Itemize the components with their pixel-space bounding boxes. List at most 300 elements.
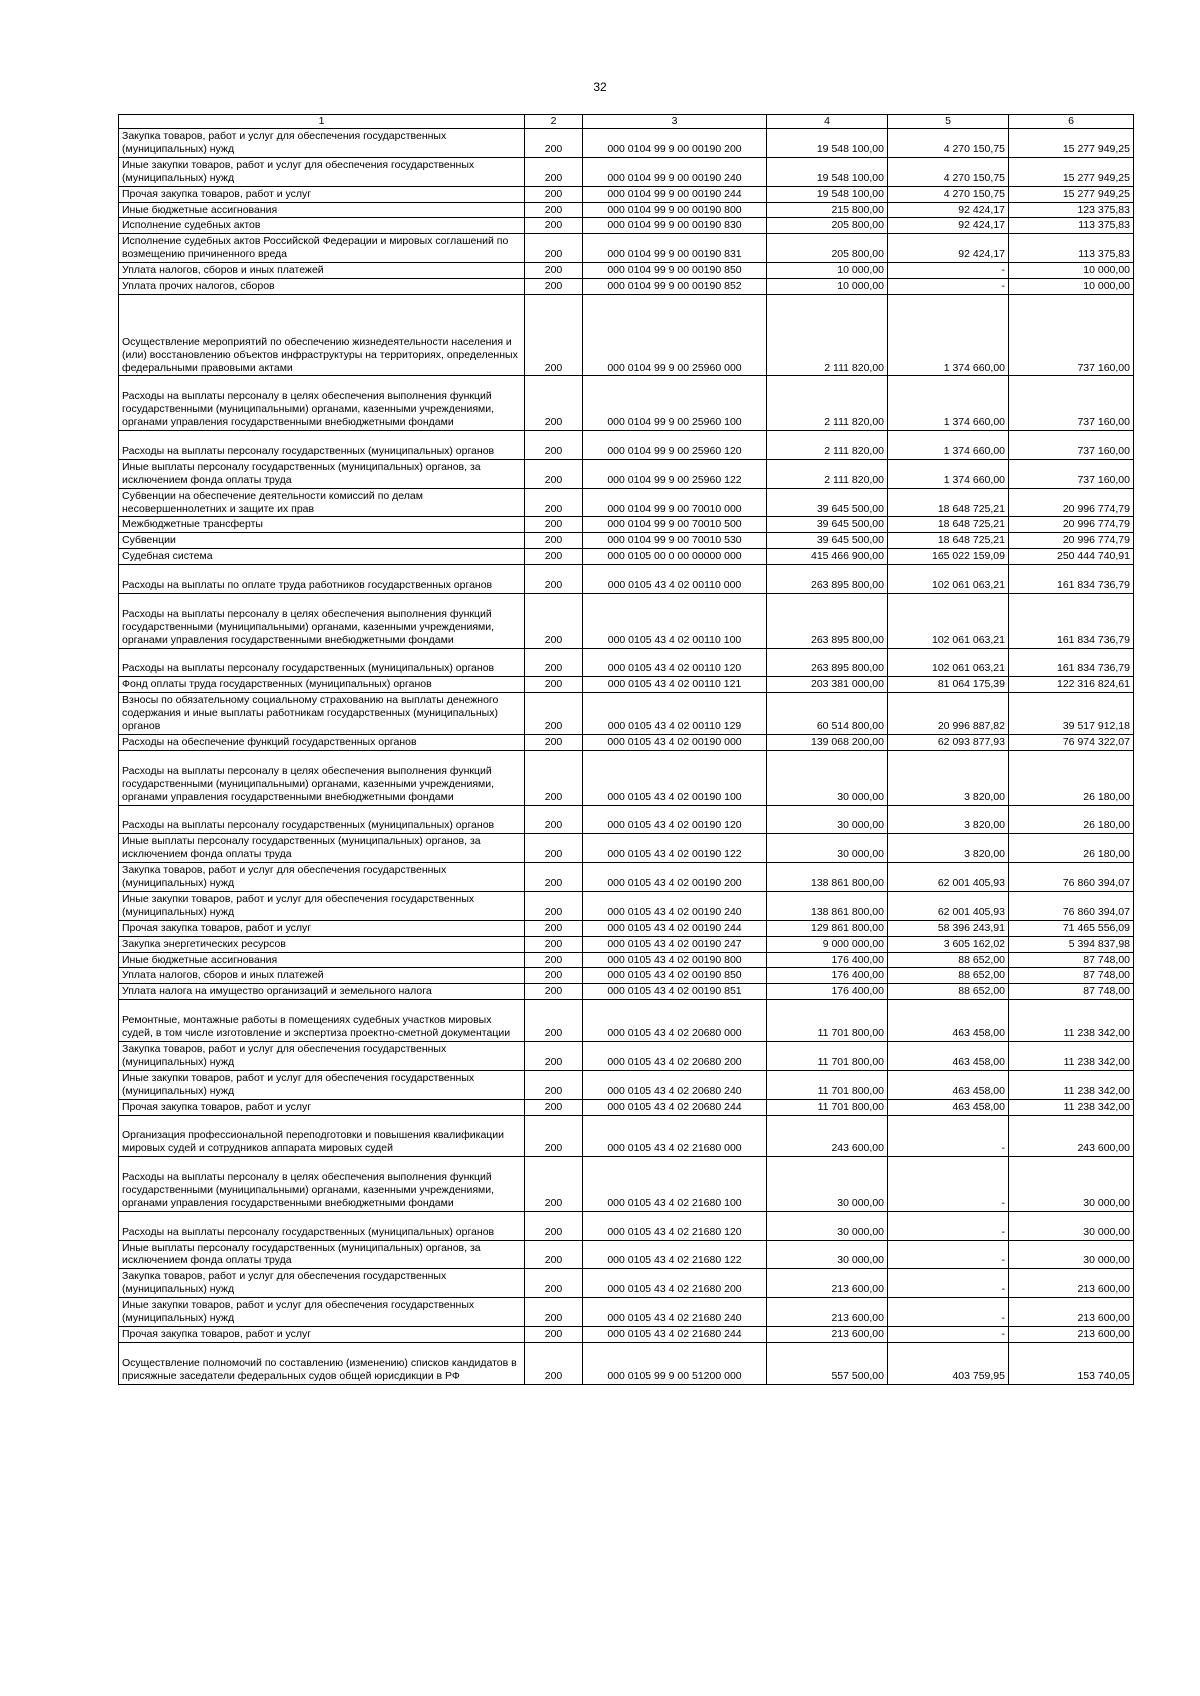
row-line-code: 200 — [525, 1269, 583, 1298]
row-line-code: 200 — [525, 1041, 583, 1070]
row-unexecuted-amount: 161 834 736,79 — [1009, 648, 1134, 677]
row-unexecuted-amount: 113 375,83 — [1009, 218, 1134, 234]
row-approved-amount: 11 701 800,00 — [767, 1000, 888, 1042]
row-budget-code: 000 0104 99 9 00 25960 000 — [583, 294, 767, 376]
table-row — [119, 1070, 1134, 1099]
row-name: Иные выплаты персоналу государственных (муниципальных) органов, за исключением фонда оплаты труда — [119, 834, 525, 863]
row-approved-amount: 2 111 820,00 — [767, 294, 888, 376]
row-budget-code: 000 0105 43 4 02 21680 244 — [583, 1327, 767, 1343]
row-line-code: 200 — [525, 1211, 583, 1240]
row-unexecuted-amount: 123 375,83 — [1009, 202, 1134, 218]
row-budget-code: 000 0105 43 4 02 00110 121 — [583, 677, 767, 693]
row-approved-amount: 139 068 200,00 — [767, 735, 888, 751]
row-executed-amount: 18 648 725,21 — [888, 533, 1009, 549]
row-name: Взносы по обязательному социальному страхованию на выплаты денежного содержания и иные выплаты работникам государственных (муниципальных) органов — [119, 693, 525, 735]
row-approved-amount: 557 500,00 — [767, 1342, 888, 1384]
table-row — [119, 517, 1134, 533]
row-approved-amount: 30 000,00 — [767, 805, 888, 834]
row-unexecuted-amount: 87 748,00 — [1009, 968, 1134, 984]
table-row — [119, 186, 1134, 202]
row-line-code: 200 — [525, 517, 583, 533]
row-budget-code: 000 0105 43 4 02 00110 120 — [583, 648, 767, 677]
row-name: Организация профессиональной переподготовки и повышения квалификации мировых судей и сотрудников аппарата мировых судей — [119, 1115, 525, 1157]
row-unexecuted-amount: 76 860 394,07 — [1009, 891, 1134, 920]
row-unexecuted-amount: 11 238 342,00 — [1009, 1000, 1134, 1042]
row-line-code: 200 — [525, 202, 583, 218]
row-budget-code: 000 0105 43 4 02 00110 129 — [583, 693, 767, 735]
table-row — [119, 202, 1134, 218]
row-name: Прочая закупка товаров, работ и услуг — [119, 1327, 525, 1343]
row-approved-amount: 11 701 800,00 — [767, 1070, 888, 1099]
row-line-code: 200 — [525, 186, 583, 202]
row-approved-amount: 2 111 820,00 — [767, 431, 888, 460]
table-header-row — [119, 115, 1134, 129]
row-line-code: 200 — [525, 750, 583, 805]
row-unexecuted-amount: 5 394 837,98 — [1009, 936, 1134, 952]
row-unexecuted-amount: 11 238 342,00 — [1009, 1070, 1134, 1099]
row-name: Исполнение судебных актов — [119, 218, 525, 234]
row-unexecuted-amount: 10 000,00 — [1009, 263, 1134, 279]
row-approved-amount: 30 000,00 — [767, 750, 888, 805]
table-row — [119, 920, 1134, 936]
table-row — [119, 735, 1134, 751]
row-name: Расходы на обеспечение функций государственных органов — [119, 735, 525, 751]
row-name: Расходы на выплаты персоналу в целях обеспечения выполнения функций государственными (муниципальными) органами, казенными учреждениями, органами управления государственными внебюджетными фондами — [119, 1157, 525, 1212]
row-name: Осуществление полномочий по составлению (изменению) списков кандидатов в присяжные заседатели федеральных судов общей юрисдикции в РФ — [119, 1342, 525, 1384]
table-row — [119, 1269, 1134, 1298]
row-executed-amount: - — [888, 263, 1009, 279]
row-executed-amount: 92 424,17 — [888, 234, 1009, 263]
table-row — [119, 594, 1134, 649]
column-header: 6 — [1009, 115, 1134, 129]
row-name: Иные закупки товаров, работ и услуг для обеспечения государственных (муниципальных) нужд — [119, 891, 525, 920]
row-executed-amount: 81 064 175,39 — [888, 677, 1009, 693]
row-name: Иные бюджетные ассигнования — [119, 202, 525, 218]
table-row — [119, 863, 1134, 892]
row-approved-amount: 213 600,00 — [767, 1298, 888, 1327]
row-name: Фонд оплаты труда государственных (муниципальных) органов — [119, 677, 525, 693]
row-budget-code: 000 0105 99 9 00 51200 000 — [583, 1342, 767, 1384]
row-executed-amount: 92 424,17 — [888, 218, 1009, 234]
row-name: Расходы на выплаты персоналу государственных (муниципальных) органов — [119, 648, 525, 677]
table-row — [119, 750, 1134, 805]
row-executed-amount: - — [888, 1211, 1009, 1240]
row-approved-amount: 2 111 820,00 — [767, 459, 888, 488]
row-name: Расходы на выплаты персоналу государственных (муниципальных) органов — [119, 1211, 525, 1240]
table-row — [119, 488, 1134, 517]
row-unexecuted-amount: 113 375,83 — [1009, 234, 1134, 263]
table-row — [119, 693, 1134, 735]
row-budget-code: 000 0105 43 4 02 21680 240 — [583, 1298, 767, 1327]
row-executed-amount: 18 648 725,21 — [888, 488, 1009, 517]
row-line-code: 200 — [525, 263, 583, 279]
table-row — [119, 565, 1134, 594]
row-executed-amount: 18 648 725,21 — [888, 517, 1009, 533]
row-executed-amount: 4 270 150,75 — [888, 186, 1009, 202]
row-approved-amount: 2 111 820,00 — [767, 376, 888, 431]
row-budget-code: 000 0105 43 4 02 00190 800 — [583, 952, 767, 968]
table-row — [119, 1000, 1134, 1042]
row-name: Иные закупки товаров, работ и услуг для обеспечения государственных (муниципальных) нужд — [119, 1070, 525, 1099]
row-budget-code: 000 0104 99 9 00 00190 244 — [583, 186, 767, 202]
row-line-code: 200 — [525, 1070, 583, 1099]
row-unexecuted-amount: 20 996 774,79 — [1009, 488, 1134, 517]
row-line-code: 200 — [525, 648, 583, 677]
row-line-code: 200 — [525, 891, 583, 920]
row-name: Прочая закупка товаров, работ и услуг — [119, 920, 525, 936]
row-line-code: 200 — [525, 376, 583, 431]
row-unexecuted-amount: 11 238 342,00 — [1009, 1041, 1134, 1070]
table-row — [119, 805, 1134, 834]
table-row — [119, 891, 1134, 920]
row-budget-code: 000 0104 99 9 00 00190 852 — [583, 279, 767, 295]
row-name: Расходы на выплаты персоналу в целях обеспечения выполнения функций государственными (муниципальными) органами, казенными учреждениями, органами управления государственными внебюджетными фондами — [119, 750, 525, 805]
row-name: Ремонтные, монтажные работы в помещениях судебных участков мировых судей, в том числе изготовление и экспертиза проектно-сметной документации — [119, 1000, 525, 1042]
row-name: Иные выплаты персоналу государственных (муниципальных) органов, за исключением фонда оплаты труда — [119, 459, 525, 488]
row-approved-amount: 11 701 800,00 — [767, 1041, 888, 1070]
table-row — [119, 834, 1134, 863]
row-unexecuted-amount: 26 180,00 — [1009, 805, 1134, 834]
row-budget-code: 000 0105 43 4 02 00190 200 — [583, 863, 767, 892]
row-approved-amount: 30 000,00 — [767, 1157, 888, 1212]
row-executed-amount: 3 820,00 — [888, 805, 1009, 834]
row-name: Уплата налога на имущество организаций и земельного налога — [119, 984, 525, 1000]
row-executed-amount: - — [888, 1327, 1009, 1343]
table-row — [119, 218, 1134, 234]
row-unexecuted-amount: 243 600,00 — [1009, 1115, 1134, 1157]
row-line-code: 200 — [525, 1157, 583, 1212]
table-row — [119, 648, 1134, 677]
column-header: 3 — [583, 115, 767, 129]
row-approved-amount: 11 701 800,00 — [767, 1099, 888, 1115]
row-executed-amount: 88 652,00 — [888, 984, 1009, 1000]
row-executed-amount: 1 374 660,00 — [888, 294, 1009, 376]
row-approved-amount: 205 800,00 — [767, 218, 888, 234]
row-unexecuted-amount: 76 860 394,07 — [1009, 863, 1134, 892]
row-approved-amount: 19 548 100,00 — [767, 186, 888, 202]
row-executed-amount: 463 458,00 — [888, 1041, 1009, 1070]
row-unexecuted-amount: 161 834 736,79 — [1009, 565, 1134, 594]
row-approved-amount: 129 861 800,00 — [767, 920, 888, 936]
row-budget-code: 000 0105 43 4 02 20680 000 — [583, 1000, 767, 1042]
row-name: Субвенции на обеспечение деятельности комиссий по делам несовершеннолетних и защите их прав — [119, 488, 525, 517]
row-approved-amount: 19 548 100,00 — [767, 157, 888, 186]
row-line-code: 200 — [525, 805, 583, 834]
row-line-code: 200 — [525, 294, 583, 376]
row-budget-code: 000 0104 99 9 00 00190 800 — [583, 202, 767, 218]
row-budget-code: 000 0105 43 4 02 21680 120 — [583, 1211, 767, 1240]
row-name: Судебная система — [119, 549, 525, 565]
row-line-code: 200 — [525, 129, 583, 158]
row-approved-amount: 60 514 800,00 — [767, 693, 888, 735]
row-line-code: 200 — [525, 1298, 583, 1327]
row-line-code: 200 — [525, 834, 583, 863]
row-name: Расходы на выплаты персоналу государственных (муниципальных) органов — [119, 805, 525, 834]
row-line-code: 200 — [525, 157, 583, 186]
row-budget-code: 000 0105 43 4 02 00110 000 — [583, 565, 767, 594]
table-row — [119, 1115, 1134, 1157]
row-line-code: 200 — [525, 952, 583, 968]
column-header: 4 — [767, 115, 888, 129]
table-row — [119, 1099, 1134, 1115]
row-executed-amount: 463 458,00 — [888, 1070, 1009, 1099]
row-line-code: 200 — [525, 1342, 583, 1384]
row-name: Уплата налогов, сборов и иных платежей — [119, 263, 525, 279]
row-budget-code: 000 0104 99 9 00 70010 500 — [583, 517, 767, 533]
row-budget-code: 000 0105 43 4 02 00190 240 — [583, 891, 767, 920]
row-budget-code: 000 0105 43 4 02 00190 120 — [583, 805, 767, 834]
row-approved-amount: 205 800,00 — [767, 234, 888, 263]
row-executed-amount: 102 061 063,21 — [888, 594, 1009, 649]
page-number: 32 — [593, 80, 607, 94]
row-unexecuted-amount: 213 600,00 — [1009, 1269, 1134, 1298]
row-line-code: 200 — [525, 735, 583, 751]
row-name: Межбюджетные трансферты — [119, 517, 525, 533]
row-name: Уплата налогов, сборов и иных платежей — [119, 968, 525, 984]
row-executed-amount: 102 061 063,21 — [888, 648, 1009, 677]
row-executed-amount: 62 093 877,93 — [888, 735, 1009, 751]
row-unexecuted-amount: 30 000,00 — [1009, 1157, 1134, 1212]
table-row — [119, 263, 1134, 279]
row-executed-amount: 463 458,00 — [888, 1099, 1009, 1115]
row-unexecuted-amount: 161 834 736,79 — [1009, 594, 1134, 649]
row-executed-amount: 463 458,00 — [888, 1000, 1009, 1042]
row-approved-amount: 39 645 500,00 — [767, 517, 888, 533]
row-budget-code: 000 0105 43 4 02 00190 100 — [583, 750, 767, 805]
row-budget-code: 000 0105 00 0 00 00000 000 — [583, 549, 767, 565]
row-name: Иные закупки товаров, работ и услуг для обеспечения государственных (муниципальных) нужд — [119, 1298, 525, 1327]
row-unexecuted-amount: 71 465 556,09 — [1009, 920, 1134, 936]
row-executed-amount: 62 001 405,93 — [888, 891, 1009, 920]
row-executed-amount: - — [888, 1115, 1009, 1157]
table-row — [119, 968, 1134, 984]
row-approved-amount: 176 400,00 — [767, 952, 888, 968]
row-line-code: 200 — [525, 565, 583, 594]
row-unexecuted-amount: 10 000,00 — [1009, 279, 1134, 295]
row-budget-code: 000 0105 43 4 02 00110 100 — [583, 594, 767, 649]
table-row — [119, 129, 1134, 158]
row-name: Закупка товаров, работ и услуг для обеспечения государственных (муниципальных) нужд — [119, 1041, 525, 1070]
row-executed-amount: 1 374 660,00 — [888, 459, 1009, 488]
row-name: Иные бюджетные ассигнования — [119, 952, 525, 968]
row-budget-code: 000 0104 99 9 00 00190 850 — [583, 263, 767, 279]
row-unexecuted-amount: 87 748,00 — [1009, 984, 1134, 1000]
row-executed-amount: 4 270 150,75 — [888, 129, 1009, 158]
table-row — [119, 1327, 1134, 1343]
row-executed-amount: 3 820,00 — [888, 834, 1009, 863]
row-name: Иные выплаты персоналу государственных (муниципальных) органов, за исключением фонда оплаты труда — [119, 1240, 525, 1269]
row-line-code: 200 — [525, 677, 583, 693]
row-unexecuted-amount: 250 444 740,91 — [1009, 549, 1134, 565]
row-unexecuted-amount: 30 000,00 — [1009, 1240, 1134, 1269]
row-approved-amount: 176 400,00 — [767, 984, 888, 1000]
row-executed-amount: - — [888, 279, 1009, 295]
row-approved-amount: 213 600,00 — [767, 1327, 888, 1343]
row-executed-amount: 165 022 159,09 — [888, 549, 1009, 565]
row-approved-amount: 39 645 500,00 — [767, 533, 888, 549]
row-executed-amount: 403 759,95 — [888, 1342, 1009, 1384]
row-name: Закупка товаров, работ и услуг для обеспечения государственных (муниципальных) нужд — [119, 129, 525, 158]
row-unexecuted-amount: 26 180,00 — [1009, 834, 1134, 863]
table-row — [119, 677, 1134, 693]
row-line-code: 200 — [525, 279, 583, 295]
table-row — [119, 431, 1134, 460]
row-line-code: 200 — [525, 863, 583, 892]
row-name: Закупка товаров, работ и услуг для обеспечения государственных (муниципальных) нужд — [119, 863, 525, 892]
row-budget-code: 000 0105 43 4 02 20680 244 — [583, 1099, 767, 1115]
row-approved-amount: 243 600,00 — [767, 1115, 888, 1157]
row-approved-amount: 263 895 800,00 — [767, 648, 888, 677]
row-executed-amount: 20 996 887,82 — [888, 693, 1009, 735]
column-header: 5 — [888, 115, 1009, 129]
row-line-code: 200 — [525, 234, 583, 263]
row-unexecuted-amount: 122 316 824,61 — [1009, 677, 1134, 693]
row-line-code: 200 — [525, 459, 583, 488]
row-approved-amount: 203 381 000,00 — [767, 677, 888, 693]
row-unexecuted-amount: 39 517 912,18 — [1009, 693, 1134, 735]
row-line-code: 200 — [525, 1115, 583, 1157]
row-approved-amount: 19 548 100,00 — [767, 129, 888, 158]
row-line-code: 200 — [525, 1000, 583, 1042]
row-approved-amount: 30 000,00 — [767, 1240, 888, 1269]
table-row — [119, 1157, 1134, 1212]
row-unexecuted-amount: 737 160,00 — [1009, 459, 1134, 488]
row-unexecuted-amount: 87 748,00 — [1009, 952, 1134, 968]
row-executed-amount: - — [888, 1298, 1009, 1327]
row-executed-amount: 3 820,00 — [888, 750, 1009, 805]
row-line-code: 200 — [525, 920, 583, 936]
row-line-code: 200 — [525, 1099, 583, 1115]
row-unexecuted-amount: 30 000,00 — [1009, 1211, 1134, 1240]
row-budget-code: 000 0105 43 4 02 00190 247 — [583, 936, 767, 952]
row-approved-amount: 138 861 800,00 — [767, 863, 888, 892]
row-line-code: 200 — [525, 936, 583, 952]
row-budget-code: 000 0104 99 9 00 25960 100 — [583, 376, 767, 431]
row-executed-amount: - — [888, 1157, 1009, 1212]
row-unexecuted-amount: 20 996 774,79 — [1009, 533, 1134, 549]
row-line-code: 200 — [525, 488, 583, 517]
table-row — [119, 376, 1134, 431]
row-budget-code: 000 0105 43 4 02 00190 122 — [583, 834, 767, 863]
row-name: Уплата прочих налогов, сборов — [119, 279, 525, 295]
table-row — [119, 1240, 1134, 1269]
row-approved-amount: 9 000 000,00 — [767, 936, 888, 952]
row-approved-amount: 213 600,00 — [767, 1269, 888, 1298]
row-line-code: 200 — [525, 594, 583, 649]
row-budget-code: 000 0105 43 4 02 21680 100 — [583, 1157, 767, 1212]
row-budget-code: 000 0104 99 9 00 00190 831 — [583, 234, 767, 263]
table-row — [119, 533, 1134, 549]
row-unexecuted-amount: 26 180,00 — [1009, 750, 1134, 805]
row-budget-code: 000 0105 43 4 02 00190 851 — [583, 984, 767, 1000]
row-executed-amount: - — [888, 1269, 1009, 1298]
row-approved-amount: 30 000,00 — [767, 1211, 888, 1240]
row-budget-code: 000 0104 99 9 00 70010 530 — [583, 533, 767, 549]
row-unexecuted-amount: 76 974 322,07 — [1009, 735, 1134, 751]
row-budget-code: 000 0105 43 4 02 00190 850 — [583, 968, 767, 984]
row-unexecuted-amount: 737 160,00 — [1009, 376, 1134, 431]
row-name: Расходы на выплаты персоналу в целях обеспечения выполнения функций государственными (муниципальными) органами, казенными учреждениями, органами управления государственными внебюджетными фондами — [119, 594, 525, 649]
row-unexecuted-amount: 20 996 774,79 — [1009, 517, 1134, 533]
table-row — [119, 294, 1134, 376]
row-name: Осуществление мероприятий по обеспечению жизнедеятельности населения и (или) восстановлению объектов инфраструктуры на территориях, определенных федеральными правовыми актами — [119, 294, 525, 376]
row-executed-amount: 58 396 243,91 — [888, 920, 1009, 936]
row-approved-amount: 263 895 800,00 — [767, 594, 888, 649]
row-budget-code: 000 0104 99 9 00 25960 120 — [583, 431, 767, 460]
row-line-code: 200 — [525, 533, 583, 549]
row-unexecuted-amount: 737 160,00 — [1009, 431, 1134, 460]
row-approved-amount: 10 000,00 — [767, 263, 888, 279]
row-approved-amount: 215 800,00 — [767, 202, 888, 218]
row-budget-code: 000 0104 99 9 00 00190 200 — [583, 129, 767, 158]
row-budget-code: 000 0104 99 9 00 70010 000 — [583, 488, 767, 517]
row-budget-code: 000 0105 43 4 02 20680 200 — [583, 1041, 767, 1070]
row-unexecuted-amount: 15 277 949,25 — [1009, 129, 1134, 158]
budget-table — [118, 114, 1134, 1385]
table-row — [119, 459, 1134, 488]
table-row — [119, 984, 1134, 1000]
row-executed-amount: - — [888, 1240, 1009, 1269]
row-executed-amount: 4 270 150,75 — [888, 157, 1009, 186]
row-approved-amount: 30 000,00 — [767, 834, 888, 863]
table-row — [119, 234, 1134, 263]
row-executed-amount: 1 374 660,00 — [888, 376, 1009, 431]
table-row — [119, 1211, 1134, 1240]
row-executed-amount: 102 061 063,21 — [888, 565, 1009, 594]
row-unexecuted-amount: 153 740,05 — [1009, 1342, 1134, 1384]
row-name: Субвенции — [119, 533, 525, 549]
row-unexecuted-amount: 213 600,00 — [1009, 1327, 1134, 1343]
row-unexecuted-amount: 15 277 949,25 — [1009, 186, 1134, 202]
table-row — [119, 936, 1134, 952]
row-unexecuted-amount: 213 600,00 — [1009, 1298, 1134, 1327]
row-line-code: 200 — [525, 1240, 583, 1269]
row-unexecuted-amount: 737 160,00 — [1009, 294, 1134, 376]
row-line-code: 200 — [525, 1327, 583, 1343]
row-executed-amount: 3 605 162,02 — [888, 936, 1009, 952]
table-row — [119, 952, 1134, 968]
row-line-code: 200 — [525, 693, 583, 735]
row-name: Прочая закупка товаров, работ и услуг — [119, 1099, 525, 1115]
column-header: 1 — [119, 115, 525, 129]
table-row — [119, 1041, 1134, 1070]
row-budget-code: 000 0105 43 4 02 20680 240 — [583, 1070, 767, 1099]
row-approved-amount: 10 000,00 — [767, 279, 888, 295]
row-name: Расходы на выплаты персоналу в целях обеспечения выполнения функций государственными (муниципальными) органами, казенными учреждениями, органами управления государственными внебюджетными фондами — [119, 376, 525, 431]
table-row — [119, 1298, 1134, 1327]
table-row — [119, 279, 1134, 295]
row-name: Расходы на выплаты по оплате труда работников государственных органов — [119, 565, 525, 594]
row-line-code: 200 — [525, 218, 583, 234]
row-budget-code: 000 0104 99 9 00 25960 122 — [583, 459, 767, 488]
row-line-code: 200 — [525, 968, 583, 984]
row-name: Прочая закупка товаров, работ и услуг — [119, 186, 525, 202]
row-name: Исполнение судебных актов Российской Федерации и мировых соглашений по возмещению причиненного вреда — [119, 234, 525, 263]
row-executed-amount: 1 374 660,00 — [888, 431, 1009, 460]
row-line-code: 200 — [525, 984, 583, 1000]
row-name: Иные закупки товаров, работ и услуг для обеспечения государственных (муниципальных) нужд — [119, 157, 525, 186]
row-line-code: 200 — [525, 431, 583, 460]
row-approved-amount: 415 466 900,00 — [767, 549, 888, 565]
row-approved-amount: 263 895 800,00 — [767, 565, 888, 594]
row-name: Закупка товаров, работ и услуг для обеспечения государственных (муниципальных) нужд — [119, 1269, 525, 1298]
row-name: Расходы на выплаты персоналу государственных (муниципальных) органов — [119, 431, 525, 460]
row-line-code: 200 — [525, 549, 583, 565]
row-unexecuted-amount: 15 277 949,25 — [1009, 157, 1134, 186]
row-budget-code: 000 0105 43 4 02 21680 122 — [583, 1240, 767, 1269]
row-name: Закупка энергетических ресурсов — [119, 936, 525, 952]
row-executed-amount: 88 652,00 — [888, 952, 1009, 968]
